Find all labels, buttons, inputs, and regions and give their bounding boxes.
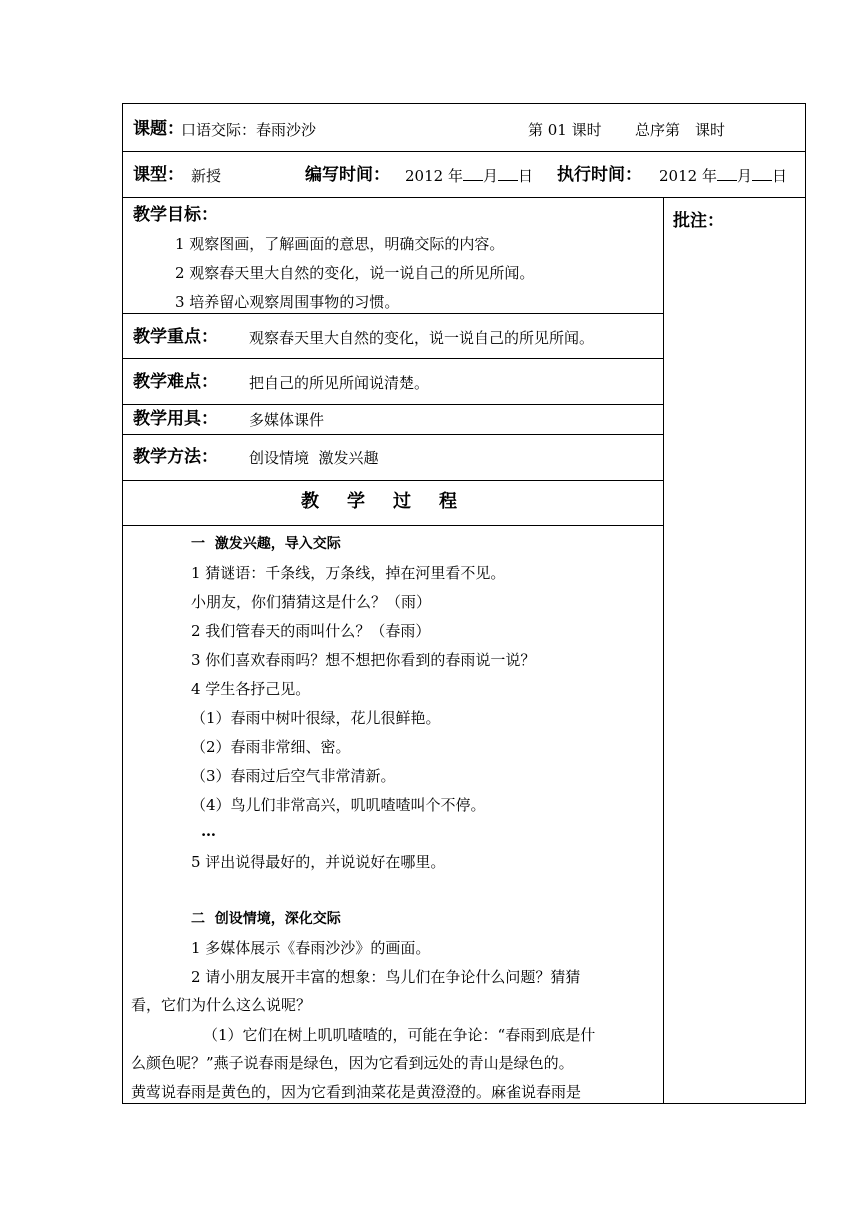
lesson-number: 第 01 课时 <box>528 121 602 139</box>
key-points-value: 观察春天里大自然的变化，说一说自己的所见所闻。 <box>249 329 595 347</box>
process-line: （2）春雨非常细、密。 <box>191 738 351 756</box>
subject-label: 课题： <box>133 119 184 139</box>
row-divider <box>123 434 663 435</box>
process-line: （3）春雨过后空气非常清新。 <box>191 767 396 785</box>
process-line: 2 我们管春天的雨叫什么？（春雨） <box>191 622 431 640</box>
subject-value: 口语交际：春雨沙沙 <box>181 121 317 139</box>
blank-line <box>498 166 518 181</box>
process-line: 5 评出说得最好的，并说说好在哪里。 <box>191 853 446 871</box>
exec-time-label: 执行时间： <box>557 165 642 185</box>
blank-line <box>463 166 483 181</box>
total-sequence: 总序第 课时 <box>635 121 726 139</box>
write-time-year: 2012 年 <box>405 167 463 185</box>
notes-column-divider <box>663 197 664 1104</box>
process-line: 黄莺说春雨是黄色的，因为它看到油菜花是黄澄澄的。麻雀说春雨是 <box>131 1083 582 1101</box>
process-line: … <box>201 822 216 840</box>
process-line: 2 请小朋友展开丰富的想象：鸟儿们在争论什么问题？猜猜 <box>191 968 581 986</box>
objective-item: 3 培养留心观察周围事物的习惯。 <box>175 293 400 311</box>
write-time-day: 日 <box>517 167 533 185</box>
process-line: 4 学生各抒己见。 <box>191 680 311 698</box>
methods-label: 教学方法： <box>133 447 218 467</box>
process-title: 教学过程 <box>301 491 485 512</box>
tools-label: 教学用具： <box>133 409 218 429</box>
row-divider <box>123 313 663 314</box>
write-time <box>405 166 533 186</box>
exec-time-month: 月 <box>736 167 752 185</box>
section-title: 一 激发兴趣，导入交际 <box>191 536 341 552</box>
process-line: 3 你们喜欢春雨吗？想不想把你看到的春雨说一说？ <box>191 651 536 669</box>
process-line: （4）鸟儿们非常高兴，叽叽喳喳叫个不停。 <box>191 796 486 814</box>
row-divider <box>123 525 663 526</box>
process-line: 1 多媒体展示《春雨沙沙》的画面。 <box>191 939 431 957</box>
process-line: 看，它们为什么这么说呢？ <box>131 996 312 1014</box>
write-time-label: 编写时间： <box>305 165 390 185</box>
write-time-month: 月 <box>482 167 498 185</box>
exec-time <box>659 166 787 186</box>
blank-line <box>752 166 772 181</box>
row-divider <box>123 197 806 198</box>
process-line: 1 猜谜语：千条线，万条线，掉在河里看不见。 <box>191 564 506 582</box>
exec-time-day: 日 <box>771 167 787 185</box>
notes-label: 批注： <box>673 211 724 231</box>
key-points-label: 教学重点： <box>133 327 218 347</box>
type-label: 课型： <box>133 165 184 185</box>
difficulties-value: 把自己的所见所闻说清楚。 <box>249 374 430 392</box>
row-divider <box>123 404 663 405</box>
objective-item: 1 观察图画，了解画面的意思，明确交际的内容。 <box>175 235 505 253</box>
row-divider <box>123 358 663 359</box>
blank-line <box>717 166 737 181</box>
lesson-plan-table <box>122 103 806 1104</box>
row-divider <box>123 480 663 481</box>
process-line: （1）春雨中树叶很绿，花儿很鲜艳。 <box>191 709 441 727</box>
process-line: （1）它们在树上叽叽喳喳的，可能在争论：“春雨到底是什 <box>203 1026 596 1044</box>
process-line: 小朋友，你们猜猜这是什么？（雨） <box>191 593 432 611</box>
row-divider <box>123 151 806 152</box>
objectives-label: 教学目标： <box>133 205 218 225</box>
type-value: 新授 <box>191 167 222 185</box>
tools-value: 多媒体课件 <box>249 411 325 429</box>
section-title: 二 创设情境，深化交际 <box>191 911 341 927</box>
methods-value: 创设情境 激发兴趣 <box>249 449 379 467</box>
exec-time-year: 2012 年 <box>659 167 717 185</box>
difficulties-label: 教学难点： <box>133 372 218 392</box>
objective-item: 2 观察春天里大自然的变化，说一说自己的所见所闻。 <box>175 264 535 282</box>
process-line: 么颜色呢？”燕子说春雨是绿色，因为它看到远处的青山是绿色的。 <box>131 1054 574 1072</box>
